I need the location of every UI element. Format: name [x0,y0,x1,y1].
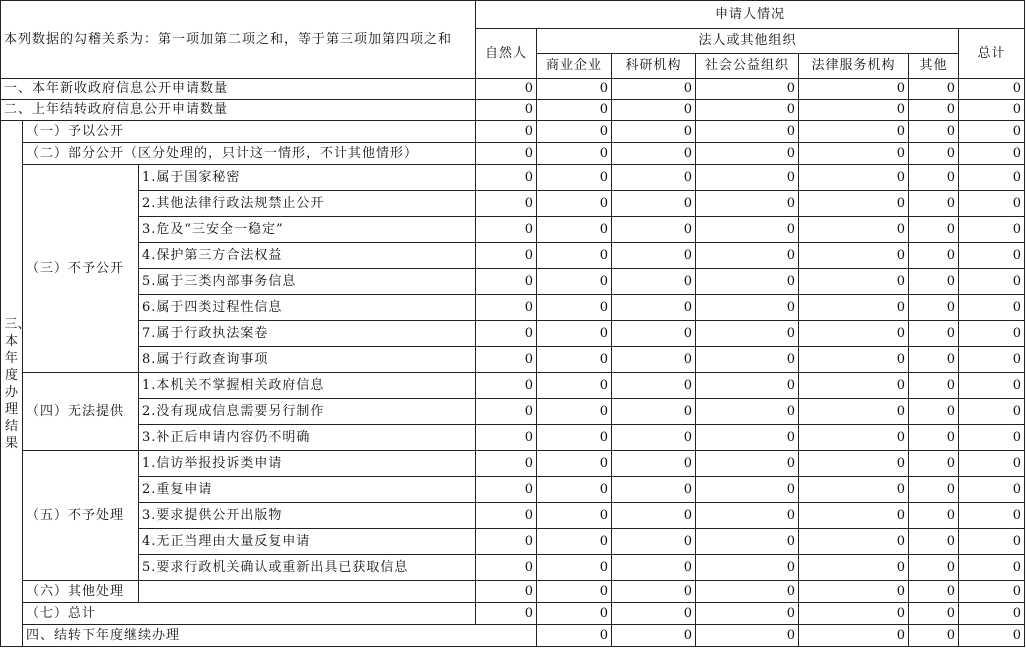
cell-value: 0 [612,347,696,373]
cell-value: 0 [909,503,959,529]
cell-value: 0 [909,373,959,399]
cell-value: 0 [959,555,1025,581]
cell-value: 0 [959,191,1025,217]
table-row [1,100,1025,121]
cell-value: 0 [799,321,909,347]
cell-value: 0 [696,321,799,347]
cell-value: 0 [537,79,612,100]
cell-value: 0 [612,121,696,143]
column-header: 科研机构 [612,54,696,79]
cell-value: 0 [909,477,959,503]
cell-value: 0 [799,347,909,373]
cell-value: 0 [476,425,537,451]
cell-value: 0 [909,143,959,165]
total-header: 总计 [959,29,1025,79]
cell-value: 0 [537,625,612,647]
natural-person-header: 自然人 [476,29,537,79]
table-note: 本列数据的勾稽关系为：第一项加第二项之和，等于第三项加第四项之和 [1,1,476,79]
cell-value: 0 [799,529,909,555]
cell-value: 0 [612,165,696,191]
cell-value: 0 [476,217,537,243]
cell-value: 0 [696,529,799,555]
cell-value: 0 [959,373,1025,399]
cell-value: 0 [959,451,1025,477]
cell-value: 0 [612,477,696,503]
cell-value: 0 [696,625,799,647]
cell-value: 0 [959,217,1025,243]
row-label: 5.要求行政机关确认或重新出具已获取信息 [139,555,476,581]
cell-value: 0 [799,269,909,295]
cell-value: 0 [537,451,612,477]
cell-value: 0 [909,425,959,451]
cell-value: 0 [909,243,959,269]
row-label: 二、上年结转政府信息公开申请数量 [1,100,476,121]
cell-value: 0 [537,555,612,581]
cell-value: 0 [909,399,959,425]
cell-value: 0 [959,477,1025,503]
cell-value: 0 [612,399,696,425]
table-row [1,373,1025,399]
cell-value: 0 [612,143,696,165]
row-label: （二）部分公开（区分处理的，只计这一情形，不计其他情形） [23,143,476,165]
row-label: 一、本年新收政府信息公开申请数量 [1,79,476,100]
cell-value: 0 [799,477,909,503]
cell-value: 0 [909,121,959,143]
cell-value: 0 [799,603,909,625]
table-row [1,165,1025,191]
applicant-status-header: 申请人情况 [476,1,1025,29]
cell-value: 0 [959,581,1025,603]
row-label: 7.属于行政执法案卷 [139,321,476,347]
cell-value: 0 [612,451,696,477]
cell-value: 0 [909,451,959,477]
cell-value: 0 [799,581,909,603]
row-label: 1.信访举报投诉类申请 [139,451,476,477]
cell-value: 0 [612,217,696,243]
cell-value: 0 [537,121,612,143]
table-row [1,191,1025,217]
cell-value: 0 [537,217,612,243]
cell-value: 0 [696,191,799,217]
cell-value: 0 [799,373,909,399]
cell-value: 0 [799,555,909,581]
cell-value: 0 [476,191,537,217]
cell-value: 0 [476,79,537,100]
cell-value: 0 [959,165,1025,191]
cell-value: 0 [476,165,537,191]
cell-value: 0 [476,529,537,555]
cell-value: 0 [799,165,909,191]
cell-value: 0 [476,451,537,477]
cell-value: 0 [959,529,1025,555]
cell-value: 0 [909,625,959,647]
cell-value: 0 [799,503,909,529]
table-row [1,217,1025,243]
cell-value: 0 [799,100,909,121]
table-row [1,503,1025,529]
cell-value: 0 [799,625,909,647]
column-header: 其他 [909,54,959,79]
cell-value: 0 [799,425,909,451]
row-label: 3.补正后申请内容仍不明确 [139,425,476,451]
cell-value: 0 [537,347,612,373]
cell-value: 0 [696,269,799,295]
cell-value: 0 [537,165,612,191]
table-row [1,451,1025,477]
row-label: 1.本机关不掌握相关政府信息 [139,373,476,399]
cell-value: 0 [959,321,1025,347]
cell-value: 0 [959,295,1025,321]
cell-value: 0 [612,581,696,603]
row-label: 1.属于国家秘密 [139,165,476,191]
cell-value: 0 [612,625,696,647]
row-label: 3.要求提供公开出版物 [139,503,476,529]
cell-value: 0 [696,143,799,165]
cell-value: 0 [476,555,537,581]
cell-value: 0 [696,217,799,243]
cell-value: 0 [612,529,696,555]
cell-value: 0 [612,243,696,269]
cell-value: 0 [696,555,799,581]
cell-value: 0 [696,425,799,451]
cell-value: 0 [909,555,959,581]
cell-value: 0 [799,143,909,165]
cell-value: 0 [959,503,1025,529]
column-header: 法律服务机构 [799,54,909,79]
cell-value: 0 [476,373,537,399]
cell-value: 0 [537,243,612,269]
cell-value: 0 [612,100,696,121]
cell-value: 0 [909,321,959,347]
cell-value: 0 [909,581,959,603]
table-row [1,243,1025,269]
table-row [1,625,1025,647]
cell-value: 0 [537,603,612,625]
cell-value: 0 [959,625,1025,647]
cell-value: 0 [537,100,612,121]
cell-value: 0 [909,165,959,191]
cell-value: 0 [476,347,537,373]
row-label: 4.保护第三方合法权益 [139,243,476,269]
cell-value: 0 [696,165,799,191]
cell-value: 0 [696,295,799,321]
cell-value: 0 [476,503,537,529]
cell-value: 0 [909,79,959,100]
cell-value: 0 [696,100,799,121]
row-label: 3.危及“三安全一稳定” [139,217,476,243]
cell-value: 0 [909,269,959,295]
cell-value: 0 [612,425,696,451]
cell-value: 0 [537,529,612,555]
cell-value: 0 [959,100,1025,121]
cell-value: 0 [696,121,799,143]
table-row [1,399,1025,425]
column-header: 社会公益组织 [696,54,799,79]
row-label: 5.属于三类内部事务信息 [139,269,476,295]
cell-value: 0 [799,451,909,477]
cell-value: 0 [476,321,537,347]
cell-value: 0 [537,321,612,347]
cell-value: 0 [612,373,696,399]
cell-value: 0 [799,295,909,321]
cell-value: 0 [696,373,799,399]
table-row [1,79,1025,100]
cell-value: 0 [612,295,696,321]
group-label-not-processed: （五）不予处理 [23,451,139,581]
cell-value: 0 [959,425,1025,451]
cell-value: 0 [696,603,799,625]
cell-value: 0 [696,477,799,503]
cell-value: 0 [476,243,537,269]
cell-value: 0 [959,143,1025,165]
cell-value: 0 [696,347,799,373]
cell-value: 0 [537,143,612,165]
cell-value: 0 [476,121,537,143]
cell-value: 0 [476,603,537,625]
table-row [1,347,1025,373]
cell-value: 0 [612,503,696,529]
cell-value: 0 [612,555,696,581]
section3-label: 三、本年度办理结果 [1,121,23,647]
empty-cell [139,581,476,603]
cell-value: 0 [537,269,612,295]
cell-value: 0 [612,79,696,100]
cell-value: 0 [909,100,959,121]
cell-value: 0 [476,399,537,425]
cell-value: 0 [799,243,909,269]
cell-value: 0 [537,373,612,399]
table-row [1,321,1025,347]
cell-value: 0 [537,295,612,321]
row-label: （六）其他处理 [23,581,139,603]
cell-value: 0 [909,217,959,243]
cell-value: 0 [696,503,799,529]
cell-value: 0 [476,269,537,295]
cell-value: 0 [612,269,696,295]
cell-value: 0 [799,79,909,100]
cell-value: 0 [696,399,799,425]
cell-value: 0 [959,269,1025,295]
cell-value: 0 [696,79,799,100]
legal-group-header: 法人或其他组织 [537,29,959,54]
row-label: 四、结转下年度继续办理 [23,625,537,647]
cell-value: 0 [612,603,696,625]
column-header: 商业企业 [537,54,612,79]
group-label-unable: （四）无法提供 [23,373,139,451]
cell-value: 0 [476,143,537,165]
table-row [1,581,1025,603]
cell-value: 0 [799,399,909,425]
table-row [1,555,1025,581]
cell-value: 0 [909,603,959,625]
row-label: 2.其他法律行政法规禁止公开 [139,191,476,217]
table-row [1,477,1025,503]
cell-value: 0 [537,503,612,529]
cell-value: 0 [959,79,1025,100]
cell-value: 0 [909,529,959,555]
cell-value: 0 [959,121,1025,143]
cell-value: 0 [909,295,959,321]
cell-value: 0 [537,581,612,603]
cell-value: 0 [476,581,537,603]
row-label: （七）总计 [23,603,476,625]
cell-value: 0 [537,399,612,425]
cell-value: 0 [537,477,612,503]
table-row [1,529,1025,555]
cell-value: 0 [799,191,909,217]
cell-value: 0 [537,191,612,217]
table-row [1,295,1025,321]
cell-value: 0 [476,100,537,121]
cell-value: 0 [612,191,696,217]
table-row [1,269,1025,295]
row-label: 6.属于四类过程性信息 [139,295,476,321]
cell-value: 0 [959,603,1025,625]
cell-value: 0 [909,191,959,217]
cell-value: 0 [959,347,1025,373]
row-label: 4.无正当理由大量反复申请 [139,529,476,555]
cell-value: 0 [959,399,1025,425]
row-label: （一）予以公开 [23,121,476,143]
table-row [1,425,1025,451]
cell-value: 0 [476,295,537,321]
cell-value: 0 [476,477,537,503]
cell-value: 0 [537,425,612,451]
table-row [1,603,1025,625]
table-row [1,143,1025,165]
row-label: 8.属于行政查询事项 [139,347,476,373]
table-row [1,121,1025,143]
cell-value: 0 [959,243,1025,269]
cell-value: 0 [799,217,909,243]
cell-value: 0 [696,581,799,603]
cell-value: 0 [696,243,799,269]
cell-value: 0 [909,347,959,373]
group-label-not-disclosed: （三）不予公开 [23,165,139,373]
cell-value: 0 [696,451,799,477]
cell-value: 0 [612,321,696,347]
row-label: 2.没有现成信息需要另行制作 [139,399,476,425]
row-label: 2.重复申请 [139,477,476,503]
cell-value: 0 [799,121,909,143]
